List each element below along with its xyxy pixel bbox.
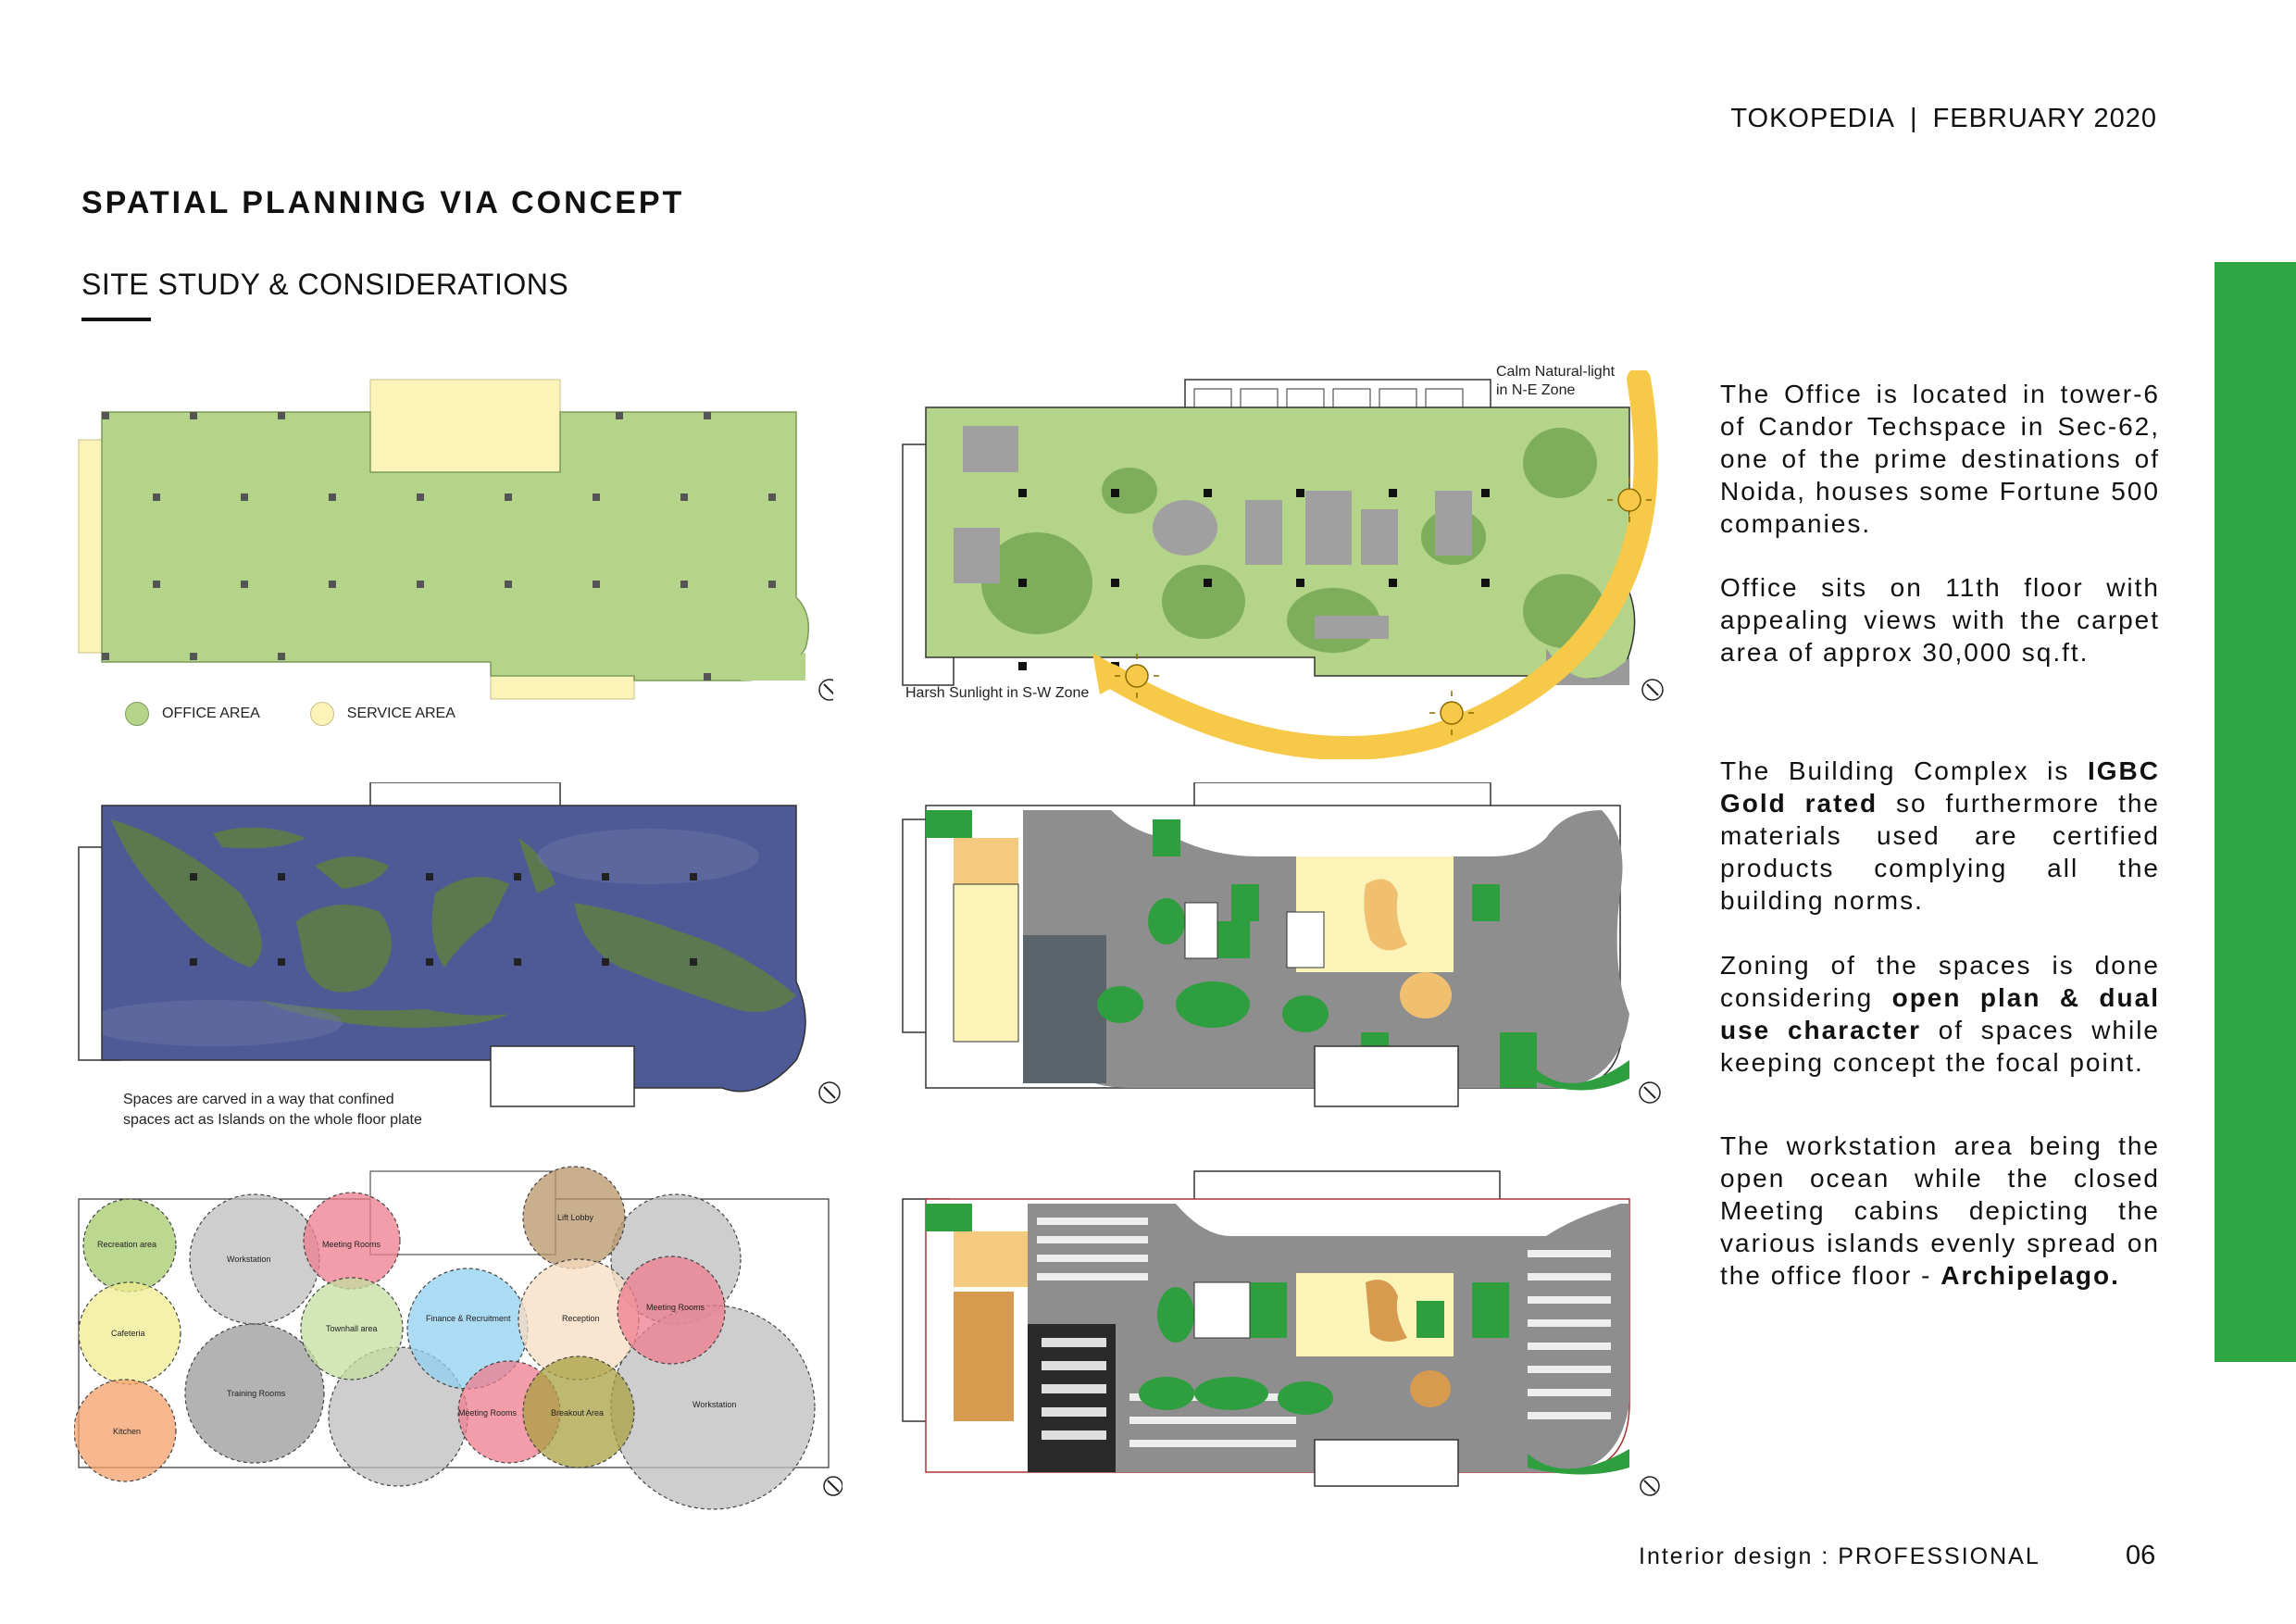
p4-text-c: of spaces while keeping concept the focal point. — [1720, 1016, 2160, 1077]
p3-text-a: The Building Complex is — [1720, 756, 2088, 785]
paragraph-zoning — [1720, 949, 2160, 1079]
caption-calm-line2: in N-E Zone — [1496, 382, 1576, 398]
caption-calm-light — [1496, 363, 1615, 400]
bubble-cafeteria: Cafeteria — [111, 1329, 145, 1338]
bubble-meeting-rooms-3: Meeting Rooms — [458, 1408, 518, 1418]
plan-furniture-layout — [898, 1162, 1666, 1514]
page-subtitle: SITE STUDY & CONSIDERATIONS — [81, 268, 569, 301]
paragraph-floor-area: Office sits on 11th floor with appealing views with the carpet area of approx 30,000 sq.ft. — [1720, 573, 2160, 667]
caption-calm-line1: Calm Natural-light — [1496, 364, 1616, 380]
p3-text-bold: IGBC Gold rated — [1720, 756, 2160, 818]
plan-office-service-area — [74, 375, 833, 708]
legend-office-label: OFFICE AREA — [162, 706, 260, 721]
bubble-workstation-1: Workstation — [227, 1255, 271, 1264]
p4-text-a: Zoning of the spaces is done considering — [1720, 951, 2160, 1012]
bubble-meeting-rooms-1: Meeting Rooms — [322, 1240, 381, 1249]
header-date: FEBRUARY 2020 — [1932, 104, 2157, 133]
legend-service-label: SERVICE AREA — [346, 706, 455, 721]
bubble-meeting-rooms-2: Meeting Rooms — [646, 1303, 705, 1312]
legend-office-swatch — [125, 702, 149, 726]
bubble-training-rooms: Training Rooms — [227, 1389, 286, 1398]
document-header — [1730, 104, 2157, 134]
subtitle-underline — [81, 318, 151, 321]
paragraph-igbc — [1720, 755, 2160, 917]
caption-harsh-sunlight: Harsh Sunlight in S-W Zone — [905, 685, 1090, 701]
plan-zoning — [898, 782, 1666, 1116]
header-brand: TOKOPEDIA — [1730, 104, 1896, 133]
bubble-finance-recruitment: Finance & Recruitment — [426, 1314, 511, 1323]
bubble-townhall-area: Townhall area — [326, 1324, 378, 1333]
caption-islands — [123, 1090, 422, 1131]
paragraph-archipelago — [1720, 1130, 2160, 1292]
p5-text-a: The workstation area being the open ocean while the closed Meeting cabins depicting the various islands evenly spread on the office floor - — [1720, 1131, 2160, 1290]
legend-service-swatch — [310, 702, 334, 726]
p4-text-bold: open plan & dual use character — [1720, 983, 2160, 1044]
bubble-breakout-area: Breakout Area — [551, 1408, 605, 1418]
caption-islands-line2: spaces act as Islands on the whole floor plate — [123, 1112, 422, 1128]
bubble-lift-lobby: Lift Lobby — [557, 1213, 594, 1222]
bubble-kitchen: Kitchen — [113, 1427, 142, 1436]
legend — [125, 702, 455, 726]
bubble-recreation-area: Recreation area — [97, 1240, 157, 1249]
footer-label: Interior design : PROFESSIONAL — [1639, 1543, 2040, 1569]
accent-green-bar — [2215, 262, 2296, 1362]
p5-text-bold: Archipelago. — [1940, 1261, 2120, 1290]
bubble-workstation-2: Workstation — [693, 1400, 737, 1409]
caption-islands-line1: Spaces are carved in a way that confined — [123, 1092, 394, 1107]
bubble-reception: Reception — [562, 1314, 600, 1323]
page-title: SPATIAL PLANNING VIA CONCEPT — [81, 185, 685, 220]
paragraph-location: The Office is located in tower-6 of Candor Techspace in Sec-62, one of the prime destinations of Noida, houses some Fortune 500 companies. — [1720, 380, 2160, 538]
plan-islands-map — [74, 782, 842, 1116]
plan-bubble-diagram — [74, 1162, 842, 1514]
header-separator: | — [1910, 104, 1918, 133]
p3-text-c: so furthermore the materials used are certified products complying all the building norms. — [1720, 789, 2160, 915]
page-number: 06 — [2126, 1541, 2156, 1570]
